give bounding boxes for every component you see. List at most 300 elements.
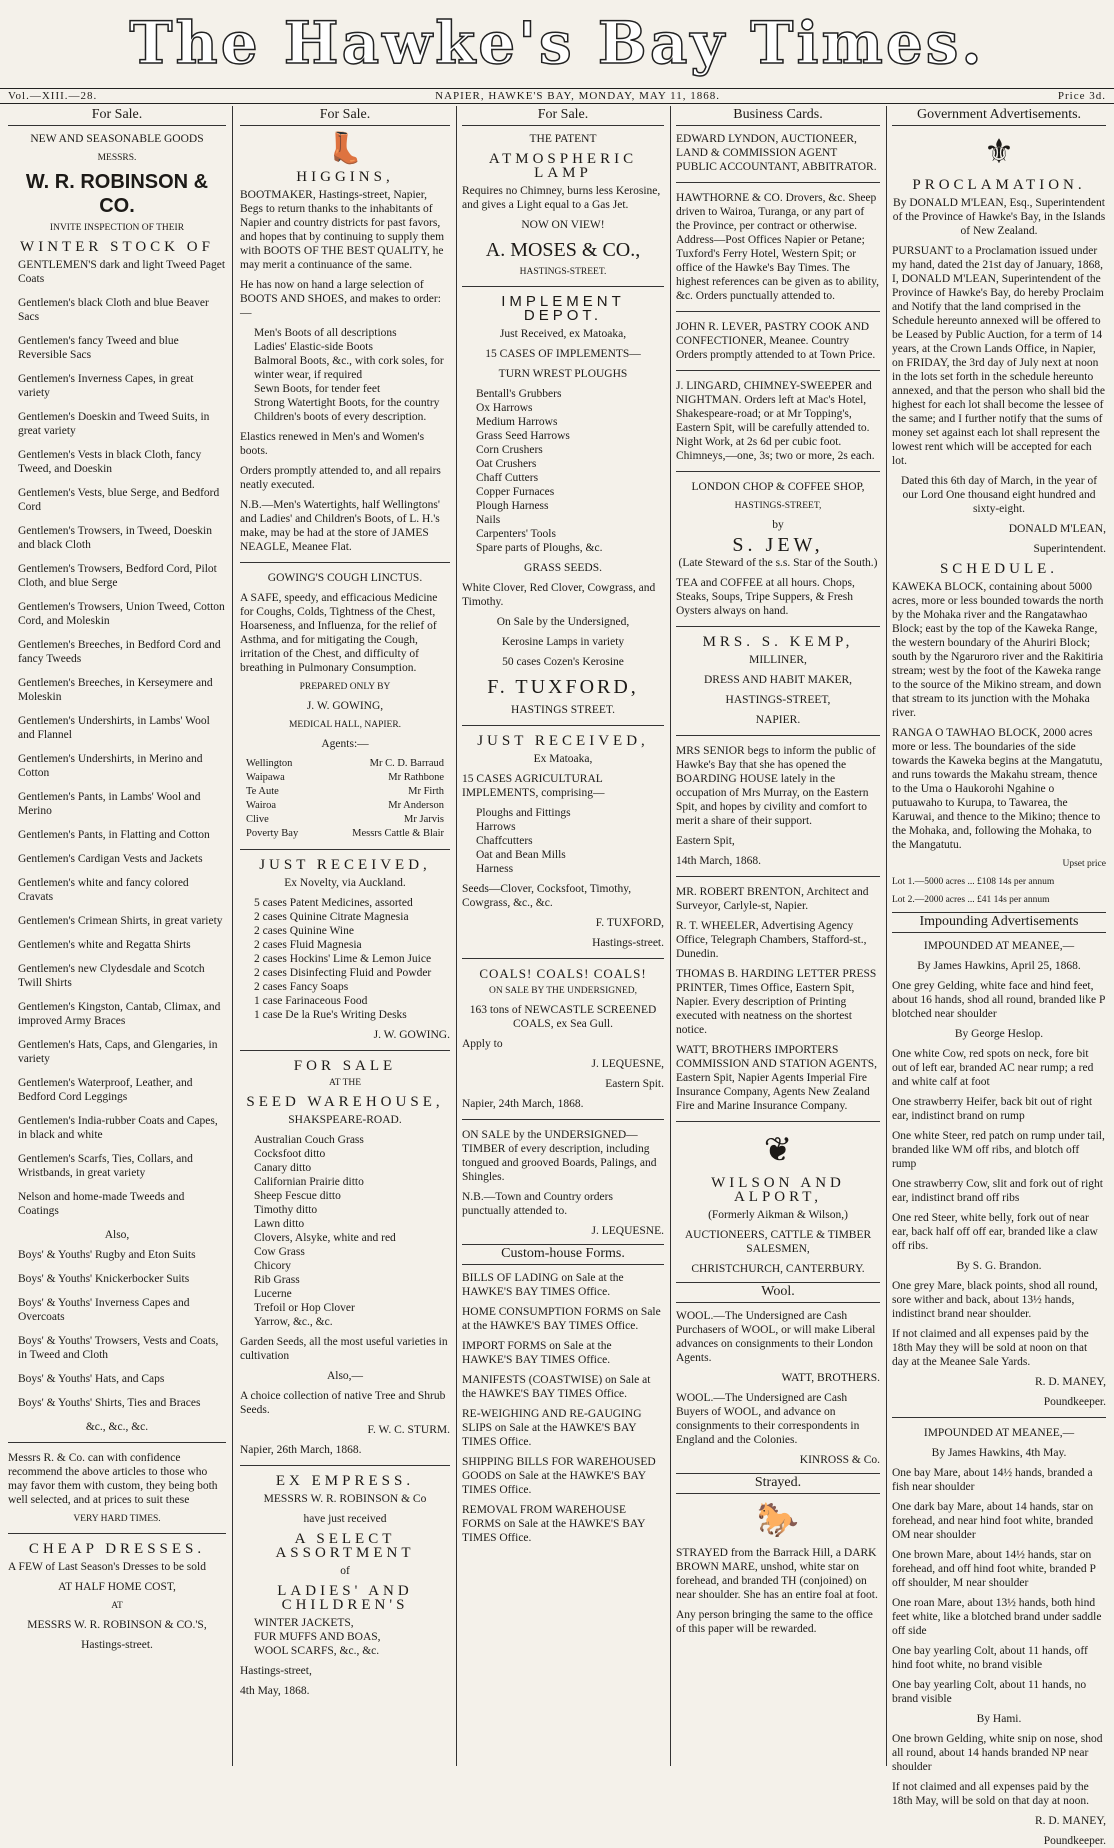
list-item: 2 cases Fancy Soaps: [254, 981, 349, 993]
list-item: Chaff Cutters: [476, 472, 539, 484]
form-item: SHIPPING BILLS FOR WAREHOUSED GOODS on Sale at the HAWKE'S BAY TIMES Office.: [462, 1456, 656, 1496]
boot-icon: 👢: [326, 132, 364, 165]
invite-line: INVITE INSPECTION OF THEIR: [49, 223, 185, 233]
agent-name: Mr Anderson: [388, 800, 444, 811]
agent-name: Mr Firth: [408, 786, 444, 797]
grass-seeds: GRASS SEEDS.: [524, 562, 602, 574]
kinross-signature: KINROSS & Co.: [799, 1454, 880, 1466]
tuxford-name: F. TUXFORD,: [487, 676, 639, 698]
now-on-view: NOW ON VIEW!: [521, 219, 605, 231]
list-item: Gentlemen's Vests, blue Serge, and Bedford Cord: [18, 487, 220, 513]
impounded-by: By S. G. Brandon.: [956, 1260, 1042, 1272]
impounded-by: By George Heslop.: [954, 1028, 1044, 1040]
of-line: of: [340, 1565, 350, 1577]
column-4: [672, 106, 884, 1766]
kaweka-block: KAWEKA BLOCK, containing about 5000 acres, more or less bounded towards the north by the Mohaka river and the Rangatawhao Block; east by the top of the Kaweka Range, the western boundary of the Ahuriri Block; south by the Ngaruroro river and the Rakitiria stream; west by the foot of the Kaweka range to the source of the Mikino stream, and down that stream to its junction with the Mohaka river.: [892, 581, 1104, 719]
divider: [676, 370, 880, 371]
impounded-animal: One strawberry Cow, slit and fork out of right ear, indistinct brand off ribs: [892, 1178, 1104, 1204]
list-item: Corn Crushers: [476, 444, 543, 456]
lequesne-signature: J. LEQUESNE.: [591, 1225, 664, 1237]
list-item: Medium Harrows: [476, 416, 558, 428]
dress-maker: DRESS AND HABIT MAKER,: [703, 674, 853, 686]
wilson-name: WILSON AND ALPORT,: [711, 1175, 845, 1205]
form-item: MANIFESTS (COASTWISE) on Sale at the HAWKE'S BAY TIMES Office.: [462, 1374, 651, 1400]
auctioneers-line: AUCTIONEERS, CATTLE & TIMBER SALESMEN,: [684, 1229, 872, 1255]
agent-row: [240, 827, 450, 841]
list-item: Boys' & Youths' Inverness Capes and Overcoats: [18, 1297, 190, 1323]
matoaka-line: Just Received, ex Matoaka,: [499, 328, 627, 340]
list-item: Gentlemen's black Cloth and blue Beaver Sacs: [18, 297, 209, 323]
etc-line: &c., &c., &c.: [85, 1421, 149, 1433]
cases-list: [240, 896, 450, 1022]
masthead: [0, 0, 1114, 90]
coal-date: Napier, 24th March, 1868.: [462, 1098, 584, 1110]
wool-notice: WOOL.—The Undersigned are Cash Buyers of WOOL, and advance on consignments to their correspondents in England and the Colonies.: [676, 1392, 860, 1446]
kemp-name: MRS. S. KEMP,: [702, 634, 854, 650]
list-item: Gentlemen's Trowsers, in Tweed, Doeskin and black Cloth: [18, 525, 212, 551]
list-item: Gentlemen's fancy Tweed and blue Reversible Sacs: [18, 335, 179, 361]
impounded-by: By James Hawkins, 4th May.: [931, 1447, 1067, 1459]
coals-heading: COALS! COALS! COALS!: [479, 966, 647, 981]
list-item: Timothy ditto: [254, 1204, 318, 1216]
list-item: Boys' & Youths' Knickerbocker Suits: [18, 1273, 190, 1285]
aikman-line: (Formerly Aikman & Wilson,): [708, 1209, 848, 1221]
business-card: WATT, BROTHERS IMPORTERS COMMISSION AND STATION AGENTS, Eastern Spit, Napier Agents Imperial Fire Insurance Company, Agents New Zealand Fire and Marine Insurance Company.: [676, 1044, 877, 1112]
list-item: Yarrow, &c., &c.: [254, 1316, 333, 1328]
on-sale-undersigned: ON SALE BY THE UNDERSIGNED,: [488, 986, 638, 996]
shakspeare-road: SHAKSPEARE-ROAD.: [288, 1114, 402, 1126]
business-card: EDWARD LYNDON, AUCTIONEER, LAND & COMMISSION AGENT PUBLIC ACCOUNTANT, ABBITRATOR.: [676, 133, 877, 173]
moses-name: A. MOSES & CO.,: [485, 239, 641, 261]
list-item: Gentlemen's Breeches, in Kerseymere and Moleskin: [18, 677, 213, 703]
impounded-animal: One grey Mare, black points, shod all round, sore wither and back, about 13½ hands, indistinct brand near shoulder.: [892, 1280, 1098, 1320]
seed-warehouse: SEED WAREHOUSE,: [246, 1094, 444, 1110]
ornament-icon: ❦: [763, 1132, 793, 1169]
for-sale-heading: FOR SALE: [293, 1058, 397, 1074]
messrs-line: MESSRS.: [97, 153, 137, 163]
agent-name: Mr Rathbone: [388, 772, 444, 783]
senior-text: MRS SENIOR begs to inform the public of Hawke's Bay that she has opened the BOARDING HOUSE lately in the occupation of Mrs Murray, on the Eastern Spit, and hopes by civility and comfort to merit a share of their support.: [676, 745, 876, 827]
section-header: For Sale.: [8, 106, 226, 126]
milliner: MILLINER,: [749, 654, 807, 666]
impounded-title: IMPOUNDED AT MEANEE,—: [923, 940, 1075, 952]
impounded-animal: One white Steer, red patch on rump under tail, branded like WM off ribs, and blotch off rump: [892, 1130, 1105, 1170]
volume-number: Vol.—XIII.—28.: [8, 90, 98, 102]
list-item: Grass Seed Harrows: [476, 430, 570, 442]
also-line: Also,—: [326, 1370, 364, 1382]
agents-list: [240, 757, 450, 841]
list-item: Ploughs and Fittings: [476, 807, 571, 819]
form-item: RE-WEIGHING AND RE-GAUGING SLIPS on Sale at the HAWKE'S BAY TIMES Office.: [462, 1408, 642, 1448]
christchurch-line: CHRISTCHURCH, CANTERBURY.: [691, 1263, 865, 1275]
divider: [676, 1121, 880, 1122]
ploughs-title: TURN WREST PLOUGHS: [498, 368, 628, 380]
received-line: have just received: [303, 1513, 387, 1525]
list-item: Gentlemen's white and fancy colored Cravats: [18, 877, 189, 903]
steward-line: (Late Steward of the s.s. Star of the South.): [678, 557, 878, 569]
issue-price: Price 3d.: [1057, 90, 1106, 102]
list-item: Cocksfoot ditto: [254, 1148, 326, 1160]
coat-of-arms-icon: ⚜: [983, 134, 1015, 171]
tuxford-street: Hastings-street.: [592, 937, 664, 949]
list-item: Chaffcutters: [476, 835, 533, 847]
list-item: Gentlemen's Inverness Capes, in great variety: [18, 373, 194, 399]
divider: [240, 849, 450, 850]
list-item: Ladies' Elastic-side Boots: [254, 341, 373, 353]
hard-times: VERY HARD TIMES.: [73, 1514, 161, 1524]
dateline: [0, 88, 1114, 104]
cheap-dresses-heading: CHEAP DRESSES.: [28, 1541, 206, 1557]
list-item: Nelson and home-made Tweeds and Coatings: [18, 1191, 185, 1217]
list-item: Gentlemen's Hats, Caps, and Glengaries, in variety: [18, 1039, 218, 1065]
divider: [8, 1533, 226, 1534]
senior-date: 14th March, 1868.: [676, 855, 761, 867]
list-item: Gentlemen's white and Regatta Shirts: [18, 939, 191, 951]
column-rule: [232, 106, 233, 1766]
list-item: Sewn Boots, for tender feet: [254, 383, 381, 395]
list-item: Balmoral Boots, &c., with cork soles, for winter wear, if required: [254, 355, 444, 381]
at-line: AT: [111, 1601, 123, 1611]
nb-text: N.B.—Men's Watertights, half Wellingtons' and Ladies' and Children's Boots, of L. H.'s make, may be had at the store of JAMES NEAGLE, Meanee Flat.: [240, 499, 440, 553]
gowing-title: GOWING'S COUGH LINCTUS.: [267, 572, 423, 584]
list-item: Boys' & Youths' Trowsers, Vests and Coats, in Tweed and Cloth: [18, 1335, 219, 1361]
kerosine-lamps: Kerosine Lamps in variety: [501, 636, 625, 648]
list-item: Children's boots of every description.: [254, 411, 427, 423]
list-item: Gentlemen's Pants, in Lambs' Wool and Merino: [18, 791, 201, 817]
column-5: [888, 106, 1110, 1847]
watt-signature: WATT, BROTHERS.: [781, 1372, 880, 1384]
strayed-header: Strayed.: [676, 1473, 880, 1494]
also-line: Also,: [104, 1229, 130, 1241]
impounded-animal: One bay yearling Colt, about 11 hands, off hind foot white, no brand visible: [892, 1645, 1088, 1671]
list-item: Ox Harrows: [476, 402, 533, 414]
section-header: Business Cards.: [676, 106, 880, 126]
list-item: Copper Furnaces: [476, 486, 555, 498]
business-card: MR. ROBERT BRENTON, Architect and Surveyor, Carlyle-st, Napier.: [676, 886, 869, 912]
superintendent-signature: DONALD M'LEAN,: [1008, 523, 1106, 535]
impounded-animal: One grey Gelding, white face and hind feet, about 16 hands, shod all round, branded like P blotched near shoulder: [892, 980, 1105, 1020]
list-item: 2 cases Quinine Wine: [254, 925, 354, 937]
list-item: Gentlemen's new Clydesdale and Scotch Twill Shirts: [18, 963, 205, 989]
list-item: Sheep Fescue ditto: [254, 1190, 341, 1202]
list-item: Bentall's Grubbers: [476, 388, 562, 400]
list-item: 2 cases Hockins' Lime & Lemon Juice: [254, 953, 432, 965]
list-item: Nails: [476, 514, 501, 526]
apply-to: Apply to: [462, 1038, 503, 1050]
novelty-line: Ex Novelty, via Auckland.: [284, 877, 406, 889]
boys-list: [8, 1248, 226, 1410]
list-item: Gentlemen's India-rubber Coats and Capes, in black and white: [18, 1115, 218, 1141]
list-item: Gentlemen's Crimean Shirts, in great variety: [18, 915, 223, 927]
elastics-text: Elastics renewed in Men's and Women's boots.: [240, 431, 425, 457]
list-item: Clovers, Alsyke, white and red: [254, 1232, 396, 1244]
implements-list: [462, 387, 664, 555]
list-item: FUR MUFFS AND BOAS,: [254, 1631, 381, 1643]
impounded-animal: One roan Mare, about 13½ hands, both hind feet white, like a blotched brand under saddle off side: [892, 1597, 1102, 1637]
list-item: Gentlemen's Pants, in Flatting and Cotton: [18, 829, 210, 841]
impounded-animal: One bay yearling Colt, about 11 hands, no brand visible: [892, 1679, 1087, 1705]
goods-list: [8, 258, 226, 1218]
wool-notice: WOOL.—The Undersigned are Cash Purchasers of WOOL, or will make Liberal advances on consignments to their London Agents.: [676, 1310, 876, 1364]
agri-list: [462, 806, 664, 876]
cozens-kerosine: 50 cases Cozen's Kerosine: [502, 656, 624, 668]
agent-town: Te Aute: [246, 786, 279, 797]
newspaper-title: The Hawke's Bay Times.: [129, 9, 985, 77]
higgins-stock: He has now on hand a large selection of BOOTS AND SHOES, and makes to order:—: [240, 279, 441, 319]
implement-depot: IMPLEMENT DEPOT.: [501, 293, 625, 324]
list-item: WOOL SCARFS, &c., &c.: [254, 1645, 380, 1657]
lot-2: Lot 2.—2000 acres ... £41 14s per annum: [892, 895, 1050, 905]
list-item: 2 cases Fluid Magnesia: [254, 939, 362, 951]
list-item: Australian Couch Grass: [254, 1134, 364, 1146]
choice-text: A choice collection of native Tree and Shrub Seeds.: [240, 1390, 446, 1416]
intro-line: NEW AND SEASONABLE GOODS: [30, 133, 204, 145]
divider: [676, 311, 880, 312]
column-rule: [456, 106, 457, 1766]
issue-date: NAPIER, HAWKE'S BAY, MONDAY, MAY 11, 1868.: [435, 90, 720, 102]
agent-town: Wellington: [246, 758, 293, 769]
hastings-street: Hastings-street,: [240, 1665, 312, 1677]
schedule-heading: SCHEDULE.: [939, 561, 1059, 577]
poundkeeper-title: Poundkeeper.: [1043, 1396, 1106, 1408]
superintendent-title: Superintendent.: [1033, 543, 1106, 555]
prepared-line: PREPARED ONLY BY: [299, 682, 391, 692]
dated-text: Dated this 6th day of March, in the year of our Lord One thousand eight hundred and sixty-eight.: [900, 475, 1098, 515]
atmospheric-lamp: ATMOSPHERIC LAMP: [488, 151, 638, 181]
divider: [676, 735, 880, 736]
confidence-text: Messrs R. & Co. can with confidence recommend the above articles to those who may favor them with custom, they being both well selected, and at prices to suit these: [8, 1452, 218, 1506]
form-item: REMOVAL FROM WAREHOUSE FORMS on Sale at the HAWKE'S BAY TIMES Office.: [462, 1504, 646, 1544]
column-2: [236, 106, 454, 1766]
list-item: Gentlemen's Waterproof, Leather, and Bedford Cord Leggings: [18, 1077, 193, 1103]
list-item: Men's Boots of all descriptions: [254, 327, 397, 339]
robinson-line: MESSRS W. R. ROBINSON & Co: [263, 1493, 427, 1505]
agent-name: Mr C. D. Barraud: [369, 758, 444, 769]
agent-name: Mr Jarvis: [404, 814, 444, 825]
on-sale-line: On Sale by the Undersigned,: [496, 616, 630, 628]
kemp-address: HASTINGS-STREET,: [725, 694, 831, 706]
list-item: Lucerne: [254, 1288, 292, 1300]
divider: [676, 471, 880, 472]
business-card: JOHN R. LEVER, PASTRY COOK AND CONFECTIONER, Meanee. Country Orders promptly attended to at Town Price.: [676, 321, 876, 361]
divider: [462, 286, 664, 287]
divider: [462, 1119, 664, 1120]
impounded-by: By Hami.: [976, 1713, 1022, 1725]
list-item: Lawn ditto: [254, 1218, 305, 1230]
lamp-description: Requires no Chimney, burns less Kerosine, and gives a Light equal to a Gas Jet.: [462, 185, 661, 211]
seeds-text: Seeds—Clover, Cocksfoot, Timothy, Cowgrass, &c., &c.: [462, 883, 632, 909]
just-received: JUST RECEIVED,: [477, 733, 649, 749]
impounded-animal: One brown Gelding, white snip on nose, shod all round, about 14 hands branded NP near shoulder: [892, 1733, 1103, 1773]
at-the: AT THE: [328, 1078, 362, 1088]
list-item: 2 cases Quinine Citrate Magnesia: [254, 911, 409, 923]
seeds-list: [240, 1133, 450, 1329]
select-assortment: A SELECT ASSORTMENT: [275, 1531, 415, 1561]
few-dresses-text: A FEW of Last Season's Dresses to be sold: [8, 1561, 206, 1573]
list-item: Gentlemen's Trowsers, Bedford Cord, Pilot Cloth, and blue Serge: [18, 563, 217, 589]
list-item: Gentlemen's Undershirts, in Lambs' Wool and Flannel: [18, 715, 210, 741]
column-rule: [886, 106, 887, 1766]
higgins-name: HIGGINS,: [296, 169, 394, 185]
jew-name: S. JEW,: [732, 534, 824, 556]
business-card: HAWTHORNE & CO. Drovers, &c. Sheep driven to Wairoa, Turanga, or any part of the Province, per contract or otherwise. Address—Post Offices Napier or Petane; Tuxford's Ferry Hotel, Western Spit; or office of the Hawke's Bay Times. The highest references can be given as to ability, &c. Orders punctually attended to.: [676, 192, 879, 302]
ex-empress: EX EMPRESS.: [275, 1473, 415, 1489]
business-card: R. T. WHEELER, Advertising Agency Office, Telegraph Chambers, Stafford-st., Dunedin.: [676, 920, 867, 960]
list-item: Rib Grass: [254, 1274, 300, 1286]
pursuant-text: PURSUANT to a Proclamation issued under my hand, dated the 21st day of January, 1868, I, DONALD M'LEAN, Superintendent of the Province of Hawke's Bay, do hereby Proclaim and Notify that the land comprised in the Schedule hereunto annexed will be offered to be Leased by Public Auction, for a term of 14 years, at the Crown Lands Office, in Napier, on FRIDAY, the 3rd day of July next at noon in the lots set forth in the schedule hereunto annexed, and that the person who shall bid the highest for each lot shall become the lessee of the same; and I further notify that the sums of money set against each lot shall represent the lowest rent which will be accepted for each lot.: [892, 245, 1106, 467]
list-item: Chicory: [254, 1260, 292, 1272]
list-item: Strong Watertight Boots, for the country: [254, 397, 440, 409]
wool-header: Wool.: [676, 1282, 880, 1303]
list-item: 1 case De la Rue's Writing Desks: [254, 1009, 407, 1021]
agent-row: [240, 799, 450, 813]
agent-row: [240, 785, 450, 799]
sturm-date: Napier, 26th March, 1868.: [240, 1444, 362, 1456]
firm-name: W. R. ROBINSON & CO.: [25, 171, 209, 217]
list-item: Gentlemen's Undershirts, in Merino and Cotton: [18, 753, 203, 779]
business-card: J. LINGARD, CHIMNEY-SWEEPER and NIGHTMAN. Orders left at Mac's Hotel, Shakespeare-road; or at Mr Topping's, Eastern Spit, will be carefully attended to. Night Work, at 2s 6d per cubic foot. Chimneys,—one, 3s; two or more, 2s each.: [676, 380, 875, 462]
timber-text: ON SALE by the UNDERSIGNED—TIMBER of every description, including tongued and grooved Boards, Palings, and Shingles.: [462, 1129, 657, 1183]
divider: [676, 876, 880, 877]
impounded-title: IMPOUNDED AT MEANEE,—: [923, 1427, 1075, 1439]
boots-list: [240, 326, 450, 424]
list-item: Gentlemen's Breeches, in Bedford Cord and fancy Tweeds: [18, 639, 221, 665]
list-item: Californian Prairie ditto: [254, 1176, 364, 1188]
street-line: Hastings-street.: [81, 1639, 153, 1651]
list-item: Canary ditto: [254, 1162, 312, 1174]
divider: [8, 1442, 226, 1443]
sturm-signature: F. W. C. STURM.: [367, 1424, 450, 1436]
list-item: Harrows: [476, 821, 516, 833]
just-received: JUST RECEIVED,: [259, 857, 431, 873]
ad-date: 4th May, 1868.: [240, 1685, 310, 1697]
chop-address: HASTINGS-STREET,: [734, 501, 822, 511]
winter-items: [240, 1616, 450, 1658]
form-item: HOME CONSUMPTION FORMS on Sale at the HAWKE'S BAY TIMES Office.: [462, 1306, 661, 1332]
agent-row: [240, 813, 450, 827]
divider: [676, 182, 880, 183]
list-item: Trefoil or Hop Clover: [254, 1302, 355, 1314]
agents-label: Agents:—: [321, 738, 369, 750]
agent-name: Messrs Cattle & Blair: [352, 828, 444, 839]
poundkeeper-title: Poundkeeper.: [1043, 1835, 1106, 1847]
moses-address: HASTINGS-STREET.: [519, 267, 607, 277]
gowing-body: A SAFE, speedy, and efficacious Medicine for Coughs, Colds, Tightness of the Chest, Hoarseness, and Influenza, for the relief of Asthma, and for mitigating the Cough, irritation of the Chest, and difficulty of breathing in Pulmonary Consumption.: [240, 592, 438, 674]
list-item: Gentlemen's Kingston, Cantab, Climax, and improved Army Braces: [18, 1001, 221, 1027]
list-item: 2 cases Disinfecting Fluid and Powder: [254, 967, 432, 979]
agent-town: Wairoa: [246, 800, 277, 811]
gowing-name: J. W. GOWING,: [306, 700, 384, 712]
tea-text: TEA and COFFEE at all hours. Chops, Steaks, Soups, Tripe Suppers, & Fresh Oysters always on hand.: [676, 577, 855, 617]
impounded-animal: One bay Mare, about 14½ hands, branded a fish near shoulder: [892, 1467, 1093, 1493]
agent-town: Waipawa: [246, 772, 285, 783]
patent-line: THE PATENT: [529, 133, 597, 145]
list-item: Cow Grass: [254, 1246, 305, 1258]
column-1: [4, 106, 230, 1766]
eastern-spit: Eastern Spit.: [605, 1078, 664, 1090]
column-rule: [670, 106, 671, 1766]
ex-matoaka: Ex Matoaka,: [533, 753, 593, 765]
list-item: Boys' & Youths' Hats, and Caps: [18, 1373, 165, 1385]
column-3: [458, 106, 668, 1766]
custom-house-header: Custom-house Forms.: [462, 1244, 664, 1265]
clover-text: White Clover, Red Clover, Cowgrass, and Timothy.: [462, 582, 656, 608]
poundkeeper-name: R. D. MANEY,: [1034, 1376, 1106, 1388]
messrs-co: MESSRS W. R. ROBINSON & CO.'S,: [27, 1619, 207, 1631]
list-item: Boys' & Youths' Rugby and Eton Suits: [18, 1249, 196, 1261]
by-line: by: [772, 519, 784, 531]
divider: [462, 725, 664, 726]
horse-icon: 🐎: [756, 1502, 800, 1539]
upset-price: Upset price: [1062, 859, 1106, 869]
section-header: For Sale.: [462, 106, 664, 126]
divider: [240, 562, 450, 563]
proclamation-title: PROCLAMATION.: [912, 177, 1086, 193]
section-header: For Sale.: [240, 106, 450, 126]
agent-row: [240, 757, 450, 771]
list-item: GENTLEMEN'S dark and light Tweed Paget Coats: [18, 259, 226, 285]
divider: [892, 1417, 1106, 1418]
list-item: WINTER JACKETS,: [254, 1617, 354, 1629]
ladies-children: LADIES' AND CHILDREN'S: [277, 1583, 413, 1613]
list-item: Gentlemen's Scarfs, Ties, Collars, and Wristbands, in great variety: [18, 1153, 193, 1179]
poundkeeper-name: R. D. MANEY,: [1034, 1815, 1106, 1827]
gowing-signature: J. W. GOWING.: [373, 1029, 450, 1041]
agri-heading: 15 CASES AGRICULTURAL IMPLEMENTS, comprising—: [462, 773, 605, 799]
list-item: Gentlemen's Doeskin and Tweed Suits, in great variety: [18, 411, 210, 437]
impounded-by: By James Hawkins, April 25, 1868.: [917, 960, 1081, 972]
agent-town: Clive: [246, 814, 269, 825]
half-cost: AT HALF HOME COST,: [58, 1581, 176, 1593]
rangatawhao-block: RANGA O TAWHAO BLOCK, 2000 acres more or less. The boundaries of the side towards the Kaweka begins at the Mangatutu, and runs towards the Makahu stream, thence to the Uma o Haukorohi Ngahine o putuawaho to Kurupa, to Tawarea, the Karuwai, and thence to the Mikino; thence to the Mohaka, and, following the Mohaka, to the Mangatutu.: [892, 727, 1103, 851]
chop-shop: LONDON CHOP & COFFEE SHOP,: [691, 481, 865, 493]
list-item: Gentlemen's Trowsers, Union Tweed, Cotton Cord, and Moleskin: [18, 601, 225, 627]
medical-hall: MEDICAL HALL, NAPIER.: [288, 720, 402, 730]
impounded-animal: One strawberry Heifer, back bit out of right ear, indistinct brand on rump: [892, 1096, 1093, 1122]
tuxford-signature: F. TUXFORD,: [595, 917, 664, 929]
form-item: BILLS OF LADING on Sale at the HAWKE'S BAY TIMES Office.: [462, 1272, 624, 1298]
list-item: Oat Crushers: [476, 458, 537, 470]
section-header: Government Advertisements.: [892, 106, 1106, 126]
list-item: Harness: [476, 863, 514, 875]
proclamation-by: By DONALD M'LEAN, Esq., Superintendent of the Province of Hawke's Bay, in the Islands of New Zealand.: [892, 197, 1106, 237]
coal-tons: 163 tons of NEWCASTLE SCREENED COALS, ex Sea Gull.: [469, 1004, 657, 1030]
strayed-text: STRAYED from the Barrack Hill, a DARK BROWN MARE, unshod, white star on forehead, and branded TH (conjoined) on near shoulder. She has an entire foal at foot.: [676, 1547, 878, 1601]
impounded-animal: One dark bay Mare, about 14 hands, star on forehead, and near hind foot white, branded OM near shoulder: [892, 1501, 1094, 1541]
list-item: Boys' & Youths' Shirts, Ties and Braces: [18, 1397, 201, 1409]
impound-terms: If not claimed and all expenses paid by the 18th May, will be sold on that day at noon.: [892, 1781, 1089, 1807]
lot-1: Lot 1.—5000 acres ... £108 14s per annum: [892, 877, 1055, 887]
orders-text: Orders promptly attended to, and all repairs neatly executed.: [240, 465, 441, 491]
tuxford-address: HASTINGS STREET.: [511, 704, 615, 716]
reward-text: Any person bringing the same to the office of this paper will be rewarded.: [676, 1609, 873, 1635]
fifteen-cases: 15 CASES OF IMPLEMENTS—: [485, 348, 641, 360]
business-card: THOMAS B. HARDING LETTER PRESS PRINTER, Times Office, Eastern Spit, Napier. Every description of Printing executed with neatness on the shortest notice.: [676, 968, 877, 1036]
impound-terms: If not claimed and all expenses paid by the 18th May they will be sold at noon on that day at the Meanee Sale Yards.: [892, 1328, 1089, 1368]
divider: [676, 626, 880, 627]
impounded-animal: One brown Mare, about 14½ hands, star on forehead, and off hind foot white, branded P off shoulder, M near shoulder: [892, 1549, 1096, 1589]
list-item: 5 cases Patent Medicines, assorted: [254, 897, 413, 909]
list-item: 1 case Farinaceous Food: [254, 995, 368, 1007]
list-item: Gentlemen's Cardigan Vests and Jackets: [18, 853, 203, 865]
napier-line: NAPIER.: [755, 714, 801, 726]
agent-row: [240, 771, 450, 785]
list-item: Plough Harness: [476, 500, 549, 512]
list-item: Oat and Bean Mills: [476, 849, 566, 861]
list-item: Gentlemen's Vests in black Cloth, fancy Tweed, and Doeskin: [18, 449, 202, 475]
senior-location: Eastern Spit,: [676, 835, 735, 847]
impounded-animal: One red Steer, white belly, fork out of near ear, back half off off ear, branded like a claw off ribs.: [892, 1212, 1098, 1252]
